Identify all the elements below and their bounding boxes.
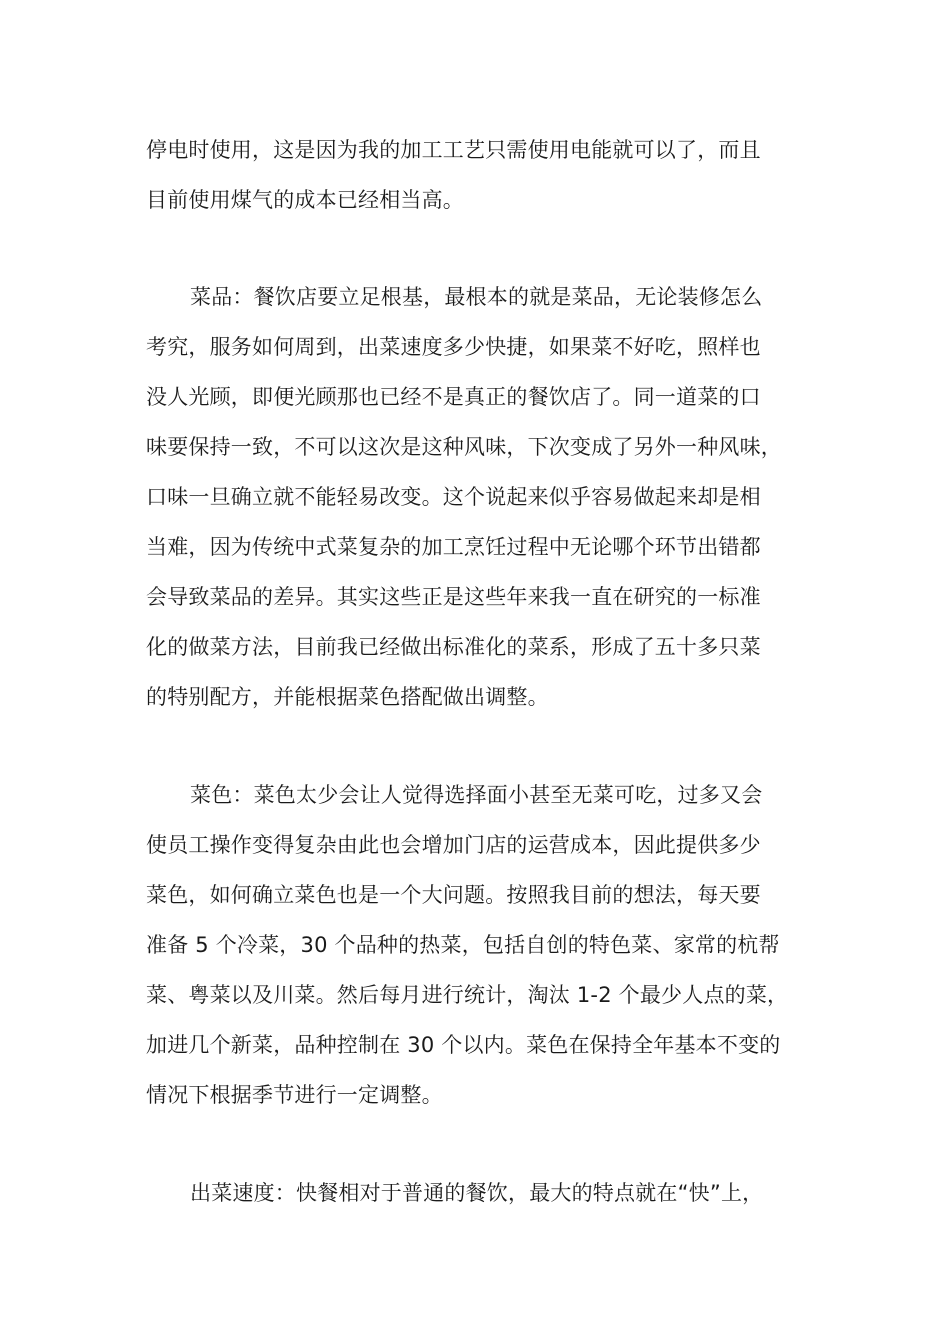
text-line: 准备 5 个冷菜，30 个品种的热菜，包括自创的特色菜、家常的杭帮 — [146, 933, 780, 957]
text-line: 菜品：餐饮店要立足根基，最根本的就是菜品，无论装修怎么 — [190, 285, 763, 309]
text-line: 味要保持一致，不可以这次是这种风味，下次变成了另外一种风味， — [146, 435, 782, 459]
text-line: 化的做菜方法，目前我已经做出标准化的菜系，形成了五十多只菜 — [146, 635, 761, 659]
text-line: 目前使用煤气的成本已经相当高。 — [146, 188, 464, 212]
text-line: 加进几个新菜，品种控制在 30 个以内。菜色在保持全年基本不变的 — [146, 1033, 781, 1057]
paragraph-speed — [146, 1168, 826, 1218]
text-line: 考究，服务如何周到，出菜速度多少快捷，如果菜不好吃，照样也 — [146, 335, 761, 359]
text-line: 当难，因为传统中式菜复杂的加工烹饪过程中无论哪个环节出错都 — [146, 535, 761, 559]
text-line: 菜、粤菜以及川菜。然后每月进行统计，淘汰 1-2 个最少人点的菜， — [146, 983, 789, 1007]
paragraph-dishes — [146, 272, 826, 722]
text-line: 会导致菜品的差异。其实这些正是这些年来我一直在研究的一标准 — [146, 585, 761, 609]
text-line: 的特别配方，并能根据菜色搭配做出调整。 — [146, 685, 549, 709]
text-line: 口味一旦确立就不能轻易改变。这个说起来似乎容易做起来却是相 — [146, 485, 761, 509]
paragraph-intro — [146, 125, 826, 225]
text-line: 菜色：菜色太少会让人觉得选择面小甚至无菜可吃，过多又会 — [190, 783, 763, 807]
text-line: 没人光顾，即便光顾那也已经不是真正的餐饮店了。同一道菜的口 — [146, 385, 761, 409]
text-line: 菜色，如何确立菜色也是一个大问题。按照我目前的想法，每天要 — [146, 883, 761, 907]
paragraph-variety — [146, 770, 826, 1120]
text-line: 停电时使用，这是因为我的加工工艺只需使用电能就可以了，而且 — [146, 138, 761, 162]
text-line: 出菜速度：快餐相对于普通的餐饮，最大的特点就在“快”上， — [190, 1181, 764, 1205]
text-line: 情况下根据季节进行一定调整。 — [146, 1083, 443, 1107]
text-line: 使员工操作变得复杂由此也会增加门店的运营成本，因此提供多少 — [146, 833, 761, 857]
